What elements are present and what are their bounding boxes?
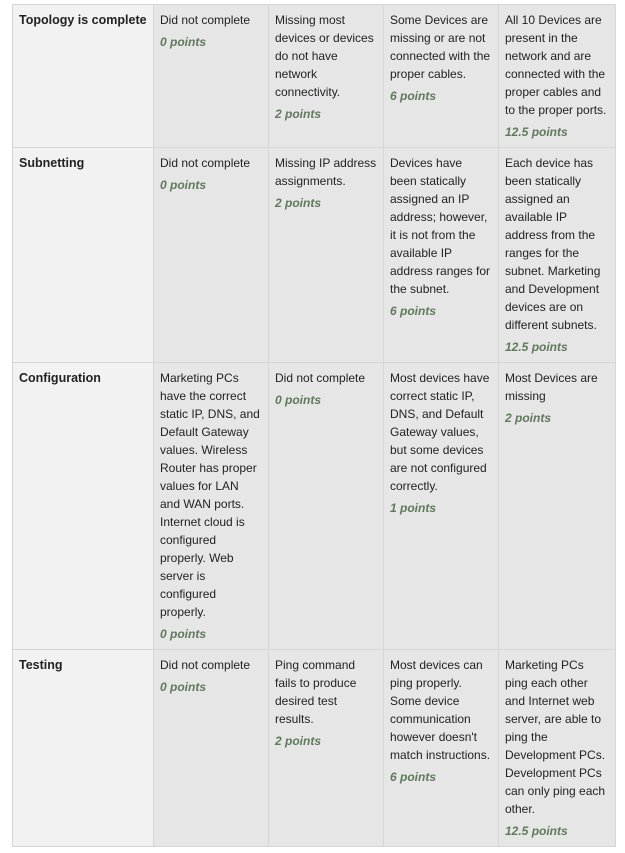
rating-cell — [269, 148, 384, 363]
rating-description: Did not complete — [160, 13, 251, 27]
criterion-label: Configuration — [13, 363, 154, 650]
rating-cell — [269, 5, 384, 148]
rating-description: Ping command fails to produce desired test results. — [275, 658, 357, 726]
rating-cell — [154, 5, 269, 148]
rating-cell — [499, 148, 616, 363]
rating-description: Marketing PCs have the correct static IP, DNS, and Default Gateway values. Wireless Router has proper values for LAN and WAN ports. Internet cloud is configured properly. Web server is configured properly. — [160, 371, 260, 619]
rating-description: Each device has been statically assigned an available IP address from the ranges for the subnet. Marketing and Development devices are on different subnets. — [505, 156, 601, 332]
rating-cell — [154, 363, 269, 650]
rating-cell — [384, 650, 499, 847]
rating-description: Devices have been statically assigned an IP address; however, it is not from the available IP address ranges for the subnet. — [390, 156, 491, 296]
rating-points: 12.5 points — [505, 824, 568, 838]
rating-cell — [154, 148, 269, 363]
rating-points: 0 points — [160, 35, 207, 49]
rating-points: 0 points — [160, 627, 207, 641]
rating-points: 1 points — [390, 501, 437, 515]
rating-points: 2 points — [275, 734, 322, 748]
criterion-label: Testing — [13, 650, 154, 847]
rating-description: Most devices have correct static IP, DNS, and Default Gateway values, but some devices are not configured correctly. — [390, 371, 490, 493]
rating-cell — [384, 5, 499, 148]
rating-points: 6 points — [390, 304, 437, 318]
rating-description: Some Devices are missing or are not connected with the proper cables. — [390, 13, 491, 81]
rating-points: 0 points — [160, 680, 207, 694]
rating-description: Most devices can ping properly. Some device communication however doesn't match instructions. — [390, 658, 491, 762]
rating-points: 6 points — [390, 89, 437, 103]
rating-cell — [269, 650, 384, 847]
rating-points: 12.5 points — [505, 125, 568, 139]
rating-points: 12.5 points — [505, 340, 568, 354]
rating-cell — [499, 363, 616, 650]
rating-cell — [384, 363, 499, 650]
rubric-table — [12, 4, 616, 847]
rating-description: Did not complete — [160, 658, 251, 672]
rating-points: 2 points — [505, 411, 552, 425]
rating-points: 2 points — [275, 196, 322, 210]
rating-description: Marketing PCs ping each other and Internet web server, are able to ping the Development PCs. Development PCs can only ping each other. — [505, 658, 606, 816]
rating-points: 0 points — [160, 178, 207, 192]
rating-points: 0 points — [275, 393, 322, 407]
rating-description: All 10 Devices are present in the network and are connected with the proper cables and to the proper ports. — [505, 13, 607, 117]
rating-description: Most Devices are missing — [505, 371, 598, 403]
rating-cell — [384, 148, 499, 363]
criterion-label: Subnetting — [13, 148, 154, 363]
rubric-row-configuration — [13, 363, 616, 650]
rating-cell — [499, 5, 616, 148]
rating-cell — [499, 650, 616, 847]
rubric-row-testing — [13, 650, 616, 847]
rating-points: 6 points — [390, 770, 437, 784]
rating-cell — [269, 363, 384, 650]
rating-description: Did not complete — [160, 156, 251, 170]
rubric-row-subnetting — [13, 148, 616, 363]
rating-description: Missing most devices or devices do not have network connectivity. — [275, 13, 374, 99]
rating-description: Missing IP address assignments. — [275, 156, 377, 188]
rubric-row-topology — [13, 5, 616, 148]
rating-description: Did not complete — [275, 371, 366, 385]
rating-cell — [154, 650, 269, 847]
criterion-label: Topology is complete — [13, 5, 154, 148]
rating-points: 2 points — [275, 107, 322, 121]
